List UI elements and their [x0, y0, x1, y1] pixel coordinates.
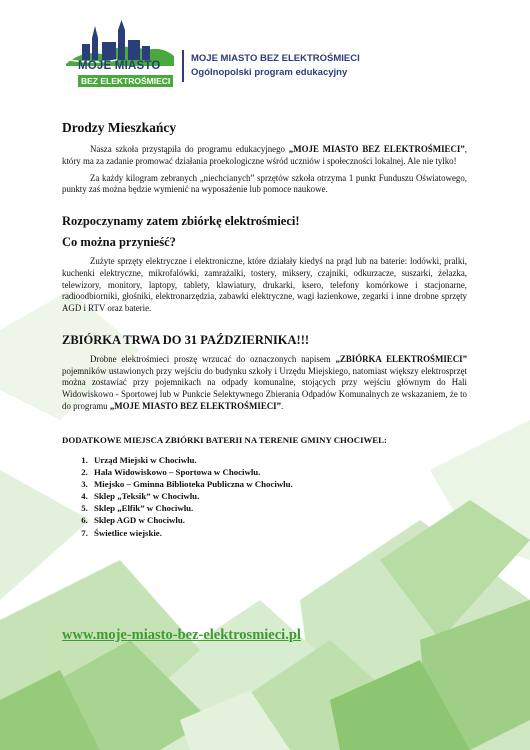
- deadline-text-e: .: [281, 400, 284, 411]
- program-name: „MOJE MIASTO BEZ ELEKTROŚMIECI”: [288, 144, 465, 154]
- intro-text: Nasza szkoła przystąpiła do programu edukacyjnego: [90, 144, 289, 154]
- letter-body: [62, 120, 467, 540]
- battery-section: [62, 435, 467, 538]
- battery-places-list: [62, 455, 467, 538]
- list-item: 7. Świetlice wiejskie.: [90, 528, 467, 538]
- list-item: 3. Miejsko – Gminna Biblioteka Publiczna w Chociwlu.: [90, 479, 467, 489]
- header-title: MOJE MIASTO BEZ ELEKTROŚMIECI: [191, 53, 360, 64]
- logo-text-top: MOJE MIASTO: [78, 60, 161, 72]
- intro-text-end: , który ma za zadanie promować działania proekologiczne wśród uczniów i społeczności lokalnej. Ale nie tylko!: [62, 144, 467, 166]
- deadline-paragraph: [62, 354, 467, 413]
- list-item: 4. Sklep „Teksik” w Chociwlu.: [90, 491, 467, 501]
- what-to-bring-paragraph: Zużyte sprzęty elektryczne i elektroniczne, które działały kiedyś na prąd lub na baterie: lodówki, pralki, kuchenki elektryczne, mikrofalówki, zamrażalki, tostery, miksery, czajniki, odkurzacze, suszarki, żelazka, telewizory, monitory, laptopy, tablety, klawiatury, drukarki, ksero, telefony komórkowe i stacjonarne, radioodbiorniki, głośniki, elektronarzędzia, zabawki elektryczne, wagi łazienkowe, zegarki i inne drobne sprzęty AGD i RTV oraz baterie.: [62, 256, 467, 313]
- what-to-bring-heading: Co można przynieść?: [62, 235, 176, 249]
- container-label: „ZBIÓRKA ELEKTROŚMIECI”: [335, 353, 468, 364]
- deadline-text-a: Drobne elektrośmieci proszę wrzucać do oznaczonych napisem: [90, 353, 336, 364]
- list-item: 5. Sklep „Elfik” w Chociwlu.: [90, 503, 467, 513]
- collection-section: [62, 214, 467, 315]
- header-divider: [182, 50, 184, 82]
- website-link[interactable]: www.moje-miasto-bez-elektrosmieci.pl: [62, 627, 301, 643]
- collection-heading: Rozpoczynamy zatem zbiórkę elektrośmieci!: [62, 214, 300, 228]
- list-item: 2. Hala Widowiskowo – Sportowa w Chociwlu.: [90, 467, 467, 477]
- intro-paragraph-1: [62, 144, 467, 168]
- greeting-heading: Drodzy Mieszkańcy: [62, 120, 177, 135]
- list-item: 1. Urząd Miejski w Chociwlu.: [90, 455, 467, 465]
- deadline-heading: ZBIÓRKA TRWA DO 31 PAŹDZIERNIKA!!!: [62, 332, 310, 347]
- program-name-2: „MOJE MIASTO BEZ ELEKTROŚMIECI”: [109, 400, 282, 411]
- list-item: 6. Sklep AGD w Chociwlu.: [90, 515, 467, 525]
- deadline-section: [62, 333, 467, 413]
- intro-paragraph-2: Za każdy kilogram zebranych „niechcianych” sprzętów szkoła otrzyma 1 punkt Funduszu Oświatowego, punkty zaś można będzie wymienić na wyposażenie lub pomoce naukowe.: [62, 172, 467, 195]
- battery-heading: DODATKOWE MIEJSCA ZBIÓRKI BATERII NA TERENIE GMINY CHOCIWEL:: [62, 434, 387, 445]
- header-subtitle: Ogólnopolski program edukacyjny: [191, 67, 348, 78]
- program-logo: [62, 20, 177, 88]
- deadline-text-c: pojemników ustawionych przy wejściu do budynku szkoły i Urzędu Miejskiego, natomiast większy elektrosprzęt można zostawiać przy pojemnikach na odpady komunalne, stojących przy wejściu głównym do Hali Widowiskowo - Sportowej lub w Punkcie Selektywnego Zbierania Odpadów Komunalnych ze wskazaniem, że to do programu: [62, 365, 467, 411]
- logo-text-bottom: BEZ ELEKTROŚMIECI: [78, 75, 173, 87]
